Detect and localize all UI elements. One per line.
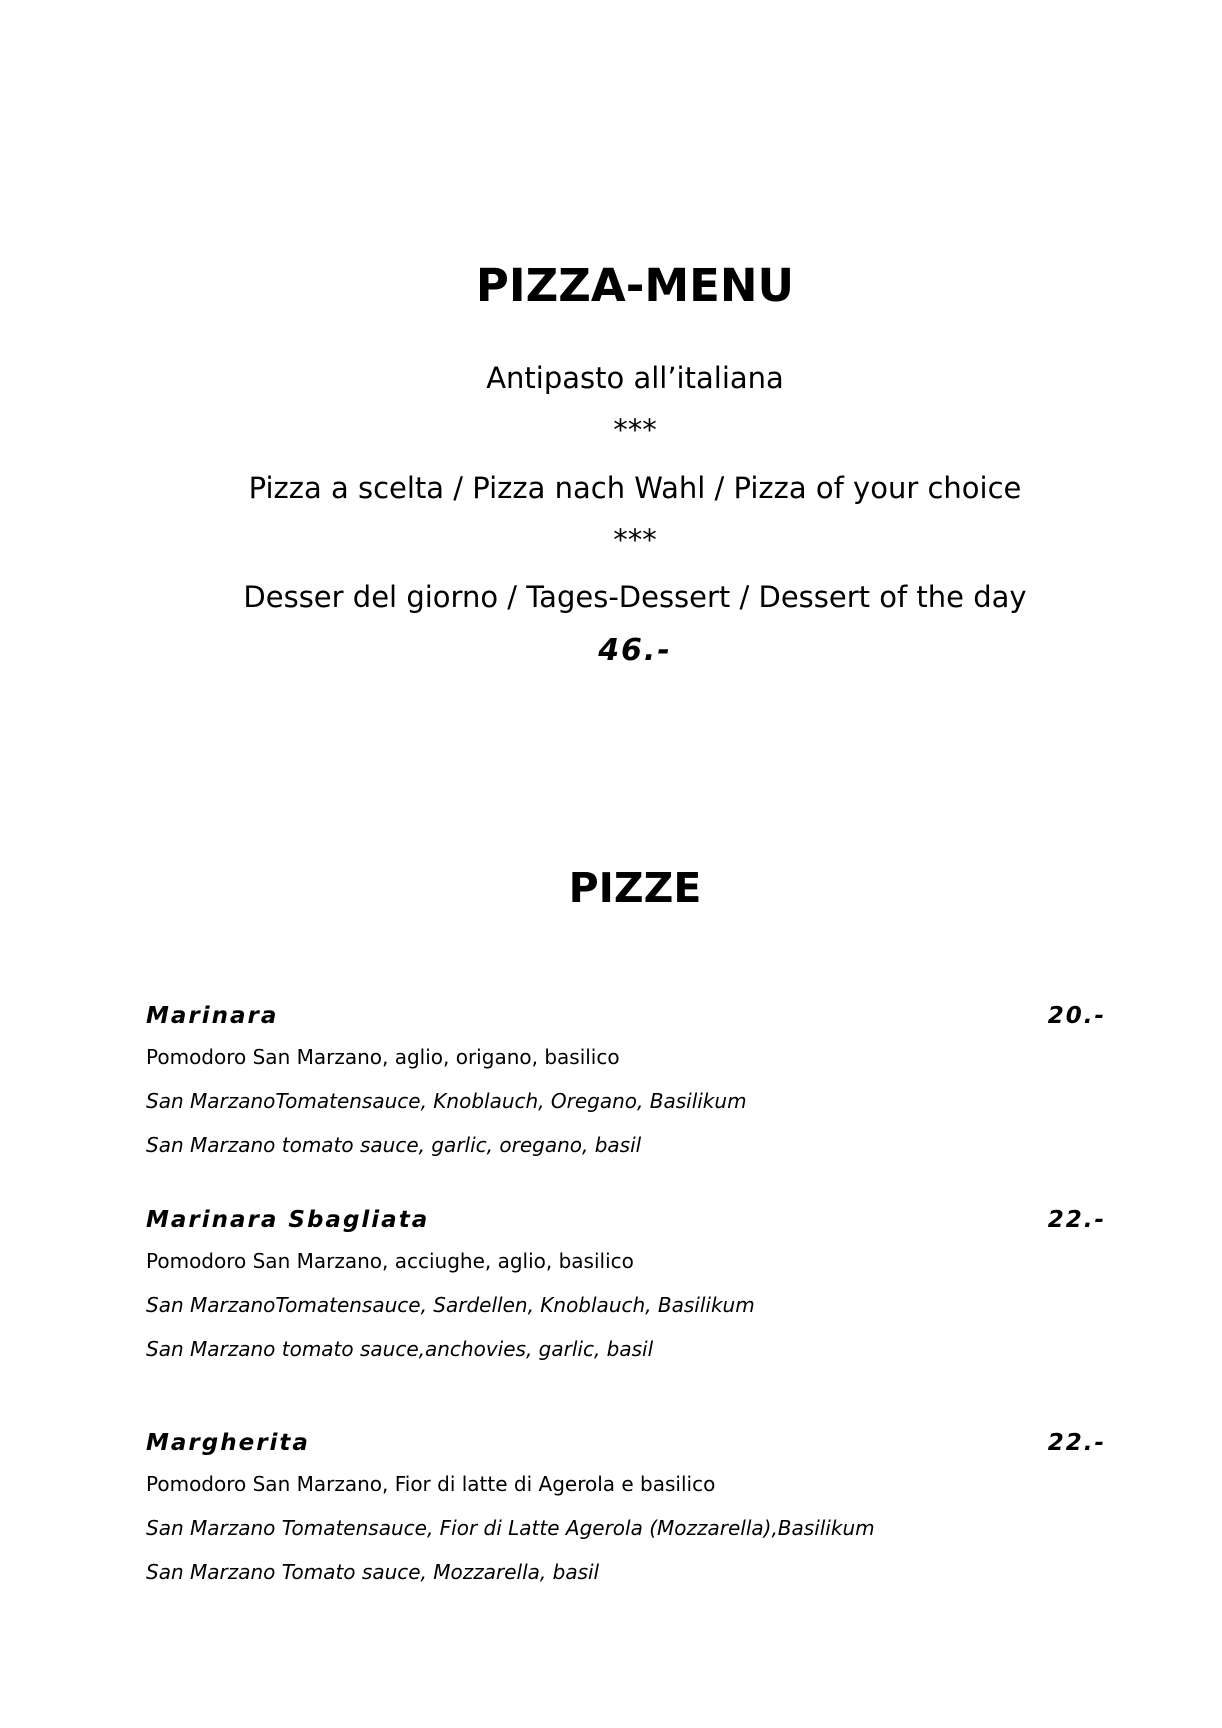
menu-course-dessert: Desser del giorno / Tages-Dessert / Dessert of the day [243, 580, 1027, 614]
pizza-item-margherita [146, 1426, 1106, 1586]
pizza-name: Marinara [146, 1003, 279, 1029]
pizza-description-english: San Marzano tomato sauce, garlic, oregano, basil [146, 1133, 642, 1157]
pizza-description-english: San Marzano Tomato sauce, Mozzarella, basil [146, 1560, 600, 1584]
menu-separator: *** [613, 523, 657, 557]
pizza-item-marinara-sbagliata [146, 1203, 1106, 1363]
pizza-description-italian: Pomodoro San Marzano, Fior di latte di Agerola e basilico [146, 1472, 716, 1496]
pizza-item-marinara [146, 999, 1106, 1159]
menu-separator: *** [613, 413, 657, 447]
pizza-name: Margherita [146, 1430, 310, 1456]
pizza-price: 22.- [1047, 1207, 1106, 1233]
menu-course-antipasto: Antipasto all’italiana [486, 361, 784, 395]
pizze-section-title: PIZZE [568, 864, 702, 912]
pizza-description-italian: Pomodoro San Marzano, aglio, origano, basilico [146, 1045, 620, 1069]
pizza-description-german: San Marzano Tomatensauce, Fior di Latte Agerola (Mozzarella),Basilikum [146, 1516, 875, 1540]
pizza-name: Marinara Sbagliata [146, 1207, 430, 1233]
menu-course-pizza: Pizza a scelta / Pizza nach Wahl / Pizza of your choice [248, 471, 1022, 505]
pizza-description-english: San Marzano tomato sauce,anchovies, garlic, basil [146, 1337, 654, 1361]
pizza-description-german: San MarzanoTomatensauce, Sardellen, Knoblauch, Basilikum [146, 1293, 755, 1317]
pizza-description-german: San MarzanoTomatensauce, Knoblauch, Oregano, Basilikum [146, 1089, 747, 1113]
pizza-description-italian: Pomodoro San Marzano, acciughe, aglio, basilico [146, 1249, 634, 1273]
page-title: PIZZA-MENU [475, 259, 795, 312]
menu-price: 46.- [598, 633, 672, 668]
pizza-item-header [146, 1203, 1106, 1237]
pizza-item-header [146, 999, 1106, 1033]
pizza-price: 22.- [1047, 1430, 1106, 1456]
pizza-item-header [146, 1426, 1106, 1460]
pizza-price: 20.- [1047, 1003, 1106, 1029]
